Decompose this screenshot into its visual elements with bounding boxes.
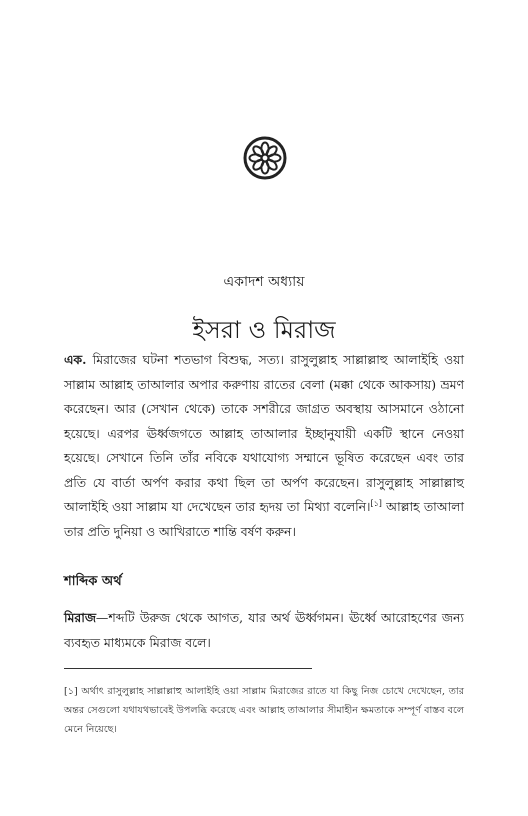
- footnote-marker: [১]: [64, 686, 78, 697]
- flower-ornament-icon: [243, 136, 287, 180]
- chapter-title: ইসরা ও মিরাজ: [192, 316, 336, 344]
- footnote-reference[interactable]: [১]: [370, 498, 382, 508]
- definition-paragraph: [64, 606, 464, 655]
- paragraph-text: মিরাজের ঘটনা শতভাগ বিশুদ্ধ, সত্য। রাসুলুল্লাহ সাল্লাল্লাহু আলাইহি ওয়া সাল্লাম আল্লাহ তাআলার অপার করুণায় রাতের বেলা (মক্কা থেকে আকসায়) ভ্রমণ করেছেন। আর (সেখান থেকে) তাকে সশরীরে জাগ্রত অবস্থায় আসমানে ওঠানো হয়েছে। এরপর ঊর্ধ্বজগতে আল্লাহ তাআলার ইচ্ছানুযায়ী একটি স্থানে নেওয়া হয়েছে। সেখানে তিনি তাঁর নবিকে যথাযোগ্য সম্মানে ভূষিত করেছেন এবং তার প্রতি যে বার্তা অর্পণ করার কথা ছিল তা অর্পণ করেছেন। রাসুলুল্লাহ সাল্লাল্লাহু আলাইহি ওয়া সাল্লাম যা দেখেছেন তার হৃদয় তা মিথ্যা বলেনি।: [64, 352, 464, 514]
- chapter-label: একাদশ অধ্যায়: [223, 274, 305, 290]
- paragraph-lead: এক.: [64, 352, 87, 367]
- definition-text: —শব্দটি উরুজ থেকে আগত, যার অর্থ ঊর্ধ্বগমন। ঊর্ধ্বে আরোহণের জন্য ব্যবহৃত মাধ্যমকে মিরাজ বলে।: [64, 610, 464, 650]
- main-paragraph: [64, 348, 464, 544]
- footnote-text: অর্থাৎ রাসুলুল্লাহ সাল্লাল্লাহু আলাইহি ওয়া সাল্লাম মিরাজের রাতে যা কিছু নিজ চোখে দেখেছেন, তার অন্তর সেগুলো যথাযথভাবেই উপলব্ধি করেছে এবং আল্লাহ তাআলার সীমাহীন ক্ষমতাকে সম্পূর্ণ বাস্তব বলে মেনে নিয়েছে।: [64, 686, 464, 735]
- footnote: [64, 682, 464, 739]
- footnote-divider: [64, 668, 312, 669]
- section-heading: শাব্দিক অর্থ: [64, 574, 122, 589]
- paragraph-text-after: আল্লাহ তাআলা তার প্রতি দুনিয়া ও আখিরাতে শান্তি বর্ষণ করুন।: [64, 499, 464, 539]
- definition-term: মিরাজ: [64, 610, 96, 625]
